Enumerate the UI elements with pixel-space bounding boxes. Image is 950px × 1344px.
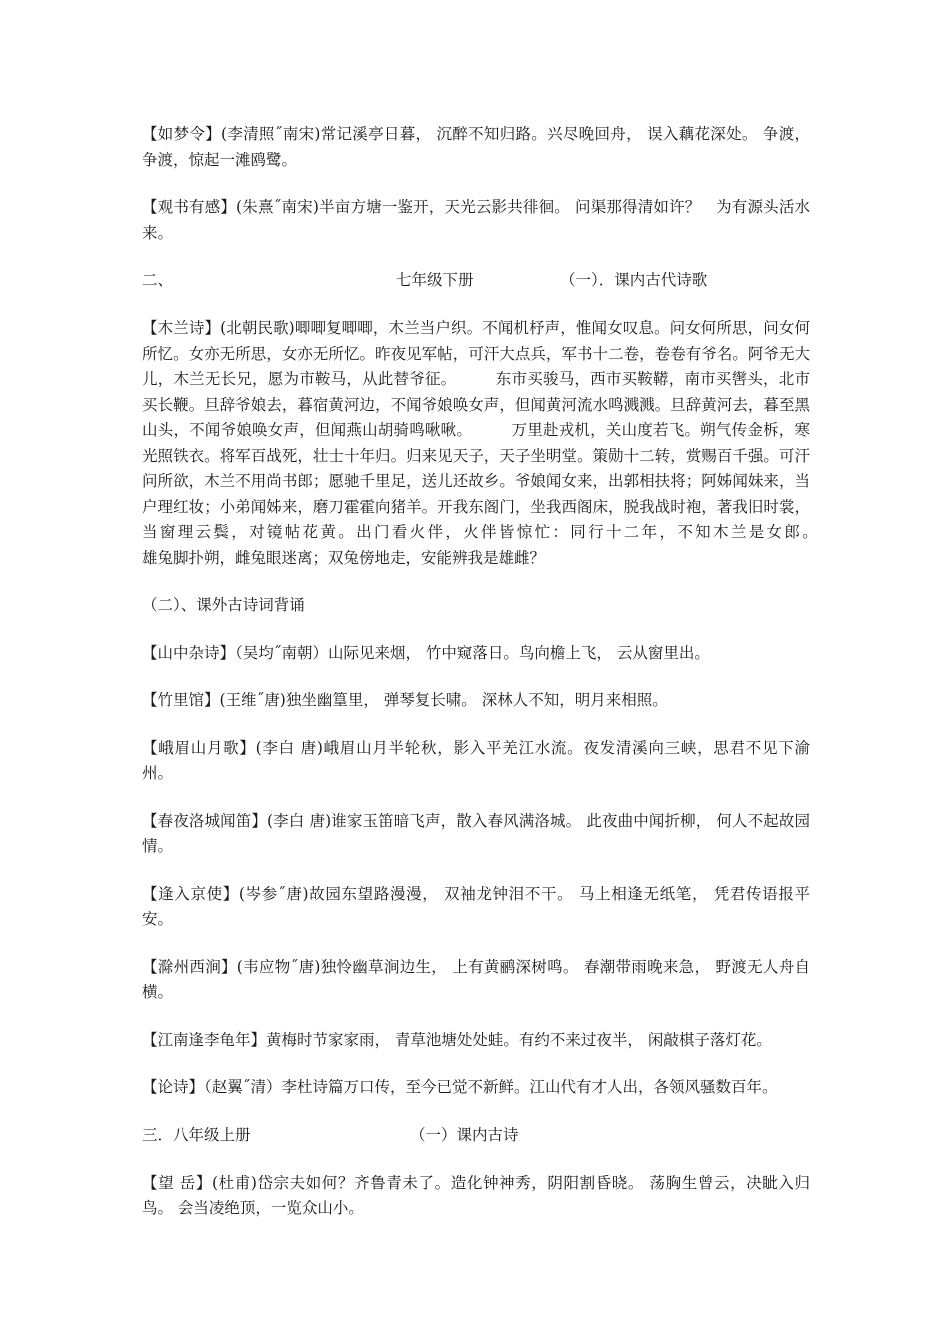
poem-jiangnan-feng-li-guinian: 【江南逢李龟年】黄梅时节家家雨， 青草池塘处处蛙。有约不来过夜半， 闲敲棋子落灯花。 [142,1030,772,1049]
poem-guan-shu-you-gan: 【观书有感】(朱熹˝南宋)半亩方塘一鉴开，天光云影共徘徊。 问渠那得清如许？ 为有源头活水来。 [142,198,810,242]
section-heading-grade7-vol2 [142,268,810,294]
poem-mulan-shi: 【木兰诗】(北朝民歌)唧唧复唧唧，木兰当户织。不闻机杼声，惟闻女叹息。问女何所思，问女何所忆。女亦无所思，女亦无所忆。昨夜见军帖，可汗大点兵，军书十二卷，卷卷有爷名。阿爷无大儿，木兰无长兄，愿为市鞍马，从此替爷征。 东市买骏马，西市买鞍鞯，南市买辔头，北市买长鞭。旦辞爷娘去，暮宿黄河边，不闻爷娘唤女声，但闻黄河流水鸣溅溅。旦辞黄河去，暮至黑山头，不闻爷娘唤女声，但闻燕山胡骑鸣啾啾。 万里赴戎机，关山度若飞。朔气传金柝，寒光照铁衣。将军百战死，壮士十年归。归来见天子，天子坐明堂。策勋十二转，赏赐百千强。可汗问所欲，木兰不用尚书郎；愿驰千里足，送儿还故乡。爷娘闻女来，出郭相扶将；阿姊闻妹来，当户理红妆；小弟闻姊来，磨刀霍霍向猪羊。开我东阁门，坐我西阁床，脱我战时袍，著我旧时裳，当窗理云鬓，对镜帖花黄。出门看火伴，火伴皆惊忙：同行十二年，不知木兰是女郎。 雄兔脚扑朔，雌兔眼迷离；双兔傍地走，安能辨我是雄雌？ [142,319,935,567]
poem-shan-zhong-za-shi: 【山中杂诗】（吴均˝南朝）山际见来烟， 竹中窥落日。鸟向檐上飞， 云从窗里出。 [142,643,710,662]
poem-emei-shan-yue-ge: 【峨眉山月歌】(李白 唐)峨眉山月半轮秋，影入平羌江水流。夜发清溪向三峡，思君不见下渝州。 [142,738,810,782]
poem-chun-ye-luo-cheng-wen-di: 【春夜洛城闻笛】(李白 唐)谁家玉笛暗飞声，散入春风满洛城。 此夜曲中闻折柳， 何人不起故园情。 [142,811,810,855]
section-part: （一）．课内古代诗歌 [560,271,708,289]
section-grade: 三．八年级上册 [142,1125,251,1144]
poem-chuzhou-xi-jian: 【滁州西涧】(韦应物˝唐)独怜幽草涧边生， 上有黄鹂深树鸣。 春潮带雨晚来急， 野渡无人舟自横。 [142,957,810,1001]
poem-zhu-li-guan: 【竹里馆】(王维˝唐)独坐幽篁里， 弹琴复长啸。 深林人不知，明月来相照。 [142,691,668,709]
document-page [142,122,935,1244]
section-grade: 七年级下册 [396,271,474,289]
section-part: （一）课内古诗 [410,1125,519,1144]
poem-ru-meng-ling: 【如梦令】(李清照˝南宋)常记溪亭日暮， 沉醉不知归路。兴尽晚回舟， 误入藕花深处。 争渡，争渡，惊起一滩鸥鹭。 [142,125,810,169]
poem-wang-yue: 【望 岳】(杜甫)岱宗夫如何？齐鲁青未了。造化钟神秀，阴阳割昏晓。 荡胸生曾云，决眦入归鸟。 会当凌绝顶，一览众山小。 [142,1173,810,1217]
poem-feng-ru-jing-shi: 【逢入京使】(岑参˝唐)故园东望路漫漫， 双袖龙钟泪不干。 马上相逢无纸笔， 凭君传语报平安。 [142,884,810,928]
section-number: 二、 [142,271,174,289]
poem-lun-shi: 【论诗】（赵翼˝清）李杜诗篇万口传，至今已觉不新鲜。江山代有才人出，各领风骚数百年。 [142,1078,778,1096]
subsection-heading-extra-poems: （二）、课外古诗词背诵 [142,596,305,614]
section-heading-grade8-vol1 [142,1123,810,1149]
